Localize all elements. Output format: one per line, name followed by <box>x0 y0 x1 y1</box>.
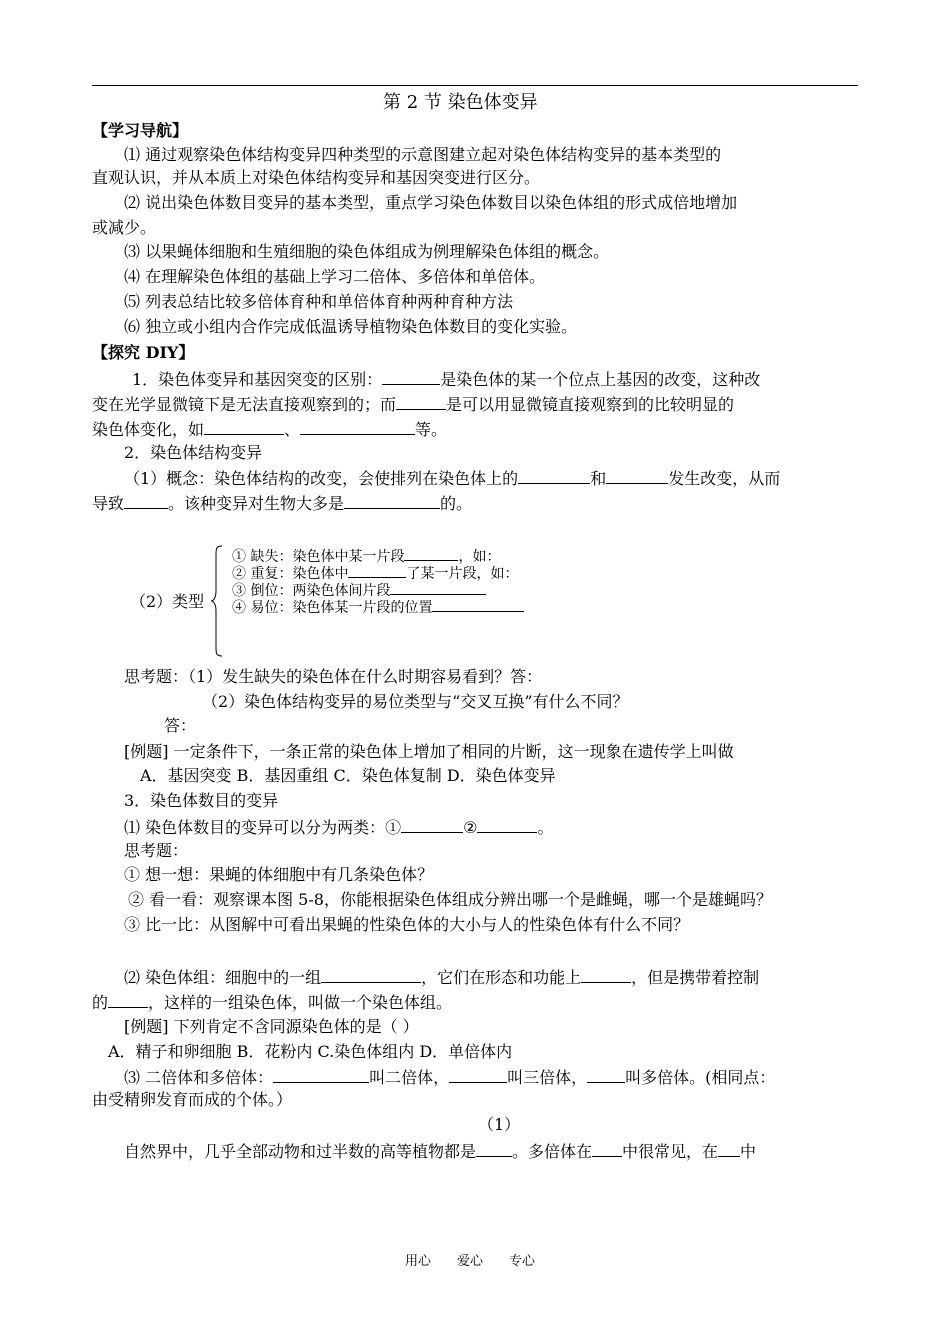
q3-3a-m1: 叫二倍体， <box>369 1068 450 1087</box>
think-question-1: 思考题：（1）发生缺失的染色体在什么时期容易看到？答： <box>124 667 543 686</box>
q2-1a-pre: （1）概念：染色体结构的改变，会使排列在染色体上的 <box>124 469 519 488</box>
question-1-line-c <box>92 418 447 440</box>
question-3-2-line-a <box>124 966 759 988</box>
q2-1b-post: 的。 <box>440 494 473 513</box>
q1c-post: 等。 <box>415 420 448 439</box>
q1b-post: 是可以用显微镜直接观察到的比较明显的 <box>446 395 735 414</box>
last-post: 中 <box>740 1142 757 1161</box>
q1c-sep: 、 <box>284 420 301 439</box>
q3-2a-post: ，但是携带着控制 <box>631 968 760 987</box>
blank[interactable] <box>432 598 524 612</box>
curly-brace <box>210 545 224 657</box>
question-2-1-line-b <box>92 492 472 514</box>
q3-1-post: 。 <box>537 818 554 837</box>
q3-1-pre: ⑴ 染色体数目的变异可以分为两类：① <box>124 818 402 837</box>
question-3-3-line-b: 由受精卵发育而成的个体。） <box>92 1090 293 1109</box>
blank[interactable] <box>124 492 168 509</box>
nav-item-1a: ⑴ 通过观察染色体结构变异四种类型的示意图建立起对染色体结构变异的基本类型的 <box>124 145 722 164</box>
question-3-2-line-b <box>92 991 452 1013</box>
question-2-1-line-a <box>124 467 780 489</box>
page-footer <box>405 1250 561 1269</box>
nav-item-2a: ⑵ 说出染色体数目变异的基本类型，重点学习染色体数目以染色体组的形式成倍地增加 <box>124 193 738 212</box>
blank[interactable] <box>344 492 440 509</box>
example-1-options: A．基因突变 B．基因重组 C．染色体复制 D．染色体变异 <box>140 766 556 785</box>
q1b-pre: 变在光学显微镜下是无法直接观察到的；而 <box>92 395 397 414</box>
example-2-options: A．精子和卵细胞 B．花粉内 C.染色体组内 D．单倍体内 <box>108 1042 513 1061</box>
q3-3a-pre: ⑶ 二倍体和多倍体： <box>124 1068 274 1087</box>
think-item-1: ① 想一想：果蝇的体细胞中有几条染色体？ <box>124 865 434 884</box>
question-3-1 <box>124 816 553 838</box>
question-3-heading: 3．染色体数目的变异 <box>124 791 279 810</box>
nav-item-4: ⑷ 在理解染色体组的基础上学习二倍体、多倍体和单倍体。 <box>124 267 546 286</box>
blank[interactable] <box>518 467 590 484</box>
blank[interactable] <box>581 966 631 983</box>
q1c-pre: 染色体变化，如 <box>92 420 205 439</box>
question-1-line-a <box>132 368 760 390</box>
blank[interactable] <box>401 816 463 833</box>
think-item-2: ② 看一看：观察课本图 5-8，你能根据染色体组成分辨出哪一个是雌蝇，哪一个是雄蝇吗？ <box>128 890 772 909</box>
example-2: [例题] 下列肯定不含同源染色体的是（ ） <box>124 1017 419 1036</box>
blank[interactable] <box>321 966 421 983</box>
blank[interactable] <box>273 1066 369 1083</box>
blank[interactable] <box>477 816 537 833</box>
t1-post: ，如： <box>458 549 501 565</box>
blank[interactable] <box>204 418 284 435</box>
last-m1: 。多倍体在 <box>512 1142 593 1161</box>
q2-1b-pre: 导致 <box>92 494 125 513</box>
q3-2b-pre: 的 <box>92 993 109 1012</box>
q3-2a-pre: ⑵ 染色体组：细胞中的一组 <box>124 968 322 987</box>
blank[interactable] <box>718 1140 740 1157</box>
example-1: [例题] 一定条件下，一条正常的染色体上增加了相同的片断，这一现象在遗传学上叫做 <box>124 742 734 761</box>
blank[interactable] <box>108 991 148 1008</box>
nav-item-1b: 直观认识，并从本质上对染色体结构变异和基因突变进行区分。 <box>92 168 541 187</box>
last-m2: 中很常见，在 <box>622 1142 719 1161</box>
subheading-1: （1） <box>478 1115 521 1134</box>
nav-item-3: ⑶ 以果蝇体细胞和生殖细胞的染色体组成为例理解染色体组的概念。 <box>124 242 610 261</box>
think-item-3: ③ 比一比：从图解中可看出果蝇的性染色体的大小与人的性染色体有什么不同？ <box>124 915 690 934</box>
type-translocation <box>232 598 524 617</box>
blank[interactable] <box>587 1066 625 1083</box>
t2-pre: ② 重复：染色体中 <box>232 566 349 582</box>
blank[interactable] <box>592 1140 622 1157</box>
last-pre: 自然界中，几乎全部动物和过半数的高等植物都是 <box>124 1142 477 1161</box>
q1a-post: 是染色体的某一个位点上基因的改变，这种改 <box>440 370 761 389</box>
page-title: 第 2 节 染色体变异 <box>383 92 538 113</box>
question-1-line-b <box>92 393 734 415</box>
think-question-2: （2）染色体结构变异的易位类型与“交叉互换”有什么不同？ <box>202 692 629 711</box>
blank[interactable] <box>348 564 406 578</box>
blank[interactable] <box>390 581 486 595</box>
types-label: （2）类型 <box>130 592 205 611</box>
header-rule <box>92 85 858 86</box>
q2-1a-mid: 和 <box>590 469 607 488</box>
section-heading-nav: 【学习导航】 <box>92 121 189 140</box>
question-3-3-line-a <box>124 1066 775 1088</box>
blank[interactable] <box>449 1066 507 1083</box>
answer-label: 答： <box>164 716 197 735</box>
footer-word-2: 爱心 <box>457 1254 484 1269</box>
section-heading-diy: 【探究 DIY】 <box>92 343 195 362</box>
blank[interactable] <box>606 467 668 484</box>
footer-word-3: 专心 <box>509 1254 536 1269</box>
q3-2b-post: ，这样的一组染色体，叫做一个染色体组。 <box>148 993 453 1012</box>
q3-3a-post: 叫多倍体。(相同点： <box>625 1068 776 1087</box>
t3-pre: ③ 倒位：两染色体间片段 <box>232 583 391 599</box>
think-heading: 思考题： <box>124 841 189 860</box>
blank[interactable] <box>382 368 440 385</box>
question-2-heading: 2．染色体结构变异 <box>124 443 263 462</box>
q3-3a-m2: 叫三倍体， <box>507 1068 588 1087</box>
t4-pre: ④ 易位：染色体某一片段的位置 <box>232 600 433 616</box>
last-line <box>124 1140 756 1162</box>
blank[interactable] <box>404 547 458 561</box>
nav-item-5: ⑸ 列表总结比较多倍体育种和单倍体育种两种育种方法 <box>124 292 514 311</box>
q2-1b-mid: 。该种变异对生物大多是 <box>168 494 345 513</box>
blank[interactable] <box>396 393 446 410</box>
q1a-pre: 1．染色体变异和基因突变的区别： <box>132 370 383 389</box>
t2-post: 了某一片段，如： <box>406 566 519 582</box>
nav-item-2b: 或减少。 <box>92 218 157 237</box>
footer-word-1: 用心 <box>405 1254 432 1269</box>
q3-1-mid: ② <box>463 818 478 837</box>
q3-2a-mid: ，它们在形态和功能上 <box>421 968 582 987</box>
nav-item-6: ⑹ 独立或小组内合作完成低温诱导植物染色体数目的变化实验。 <box>124 317 578 336</box>
blank[interactable] <box>476 1140 512 1157</box>
t1-pre: ① 缺失：染色体中某一片段 <box>232 549 405 565</box>
q2-1a-post: 发生改变，从而 <box>668 469 781 488</box>
blank[interactable] <box>300 418 415 435</box>
